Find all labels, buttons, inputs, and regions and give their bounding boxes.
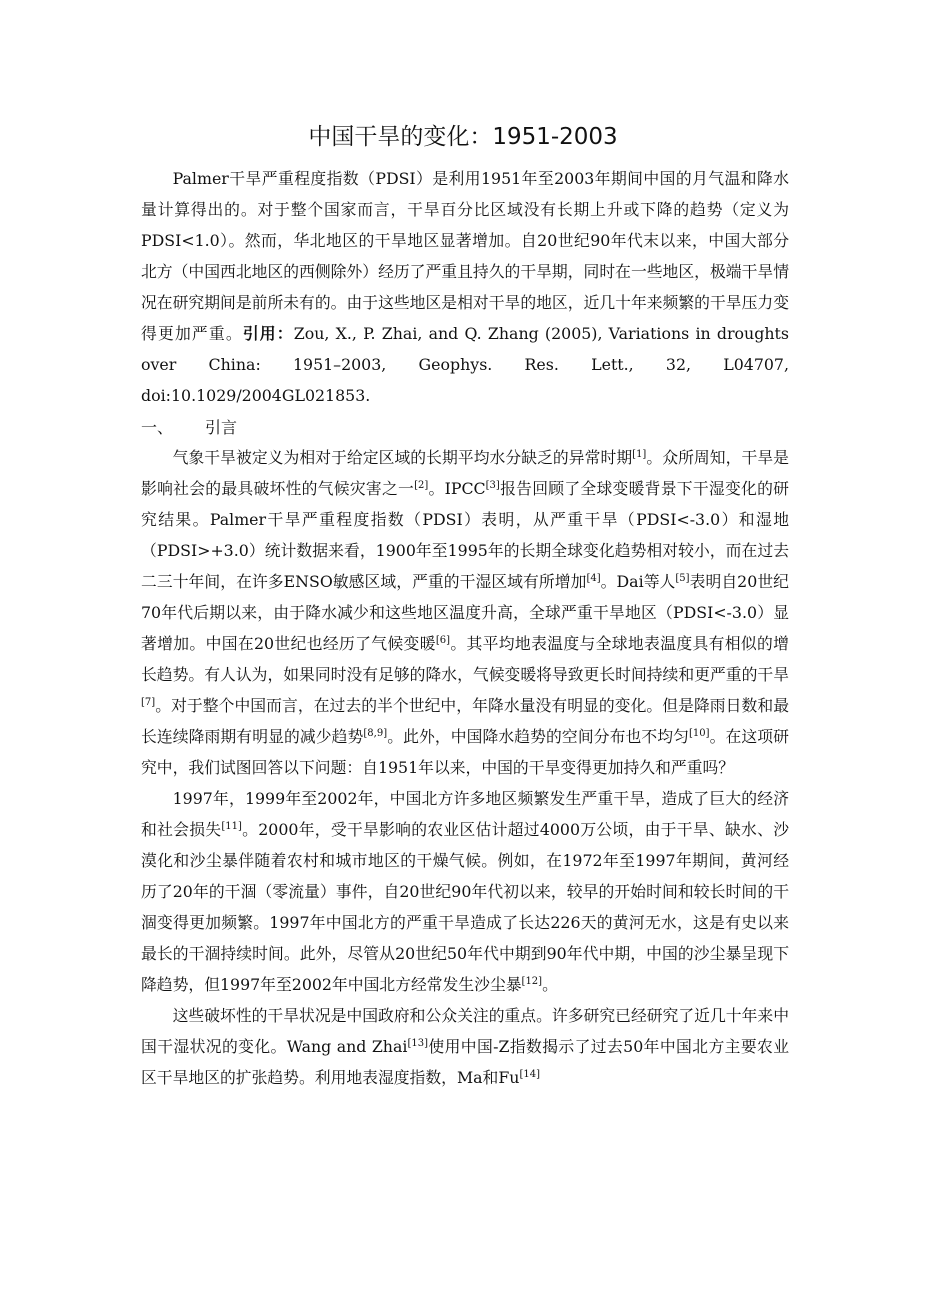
text-run: 。对于整个中国而言，在过去的半个世纪中，年降水量没有明显的变化。但是降雨日数和最长连续降雨期有明显的减少趋势: [141, 696, 789, 746]
section-number: 一、: [141, 418, 174, 437]
intro-paragraph-3: [141, 1000, 789, 1093]
text-run: 使用中国-Z指数揭示了过去50年中国北方主要农业区干旱地区的扩张趋势。利用地表湿度指数，Ma和Fu: [141, 1037, 790, 1087]
citation-label: 引用：: [242, 324, 294, 343]
intro-paragraph-2: [141, 783, 789, 1000]
text-run: 。众所周知，干旱是影响社会的最具破坏性的气候灾害之一: [141, 448, 789, 498]
text-run: 。: [542, 975, 558, 994]
reference-superscript: [8,9]: [363, 728, 388, 739]
reference-superscript: [6]: [435, 635, 451, 646]
text-run: 表明自20世纪70年代后期以来，由于降水减少和这些地区温度升高，全球严重干旱地区（PDSI<-3.0）显著增加。中国在20世纪也经历了气候变暖: [141, 572, 789, 653]
section-heading: [141, 412, 237, 443]
text-run: 。2000年，受干旱影响的农业区估计超过4000万公顷，由于干旱、缺水、沙漠化和沙尘暴伴随着农村和城市地区的干燥气候。例如，在1972年至1997年期间，黄河经历了20年的干涸（零流量）事件，自20世纪90年代初以来，较早的开始时间和较长时间的干涸变得更加频繁。1997年中国北方的严重干旱造成了长达226天的黄河无水，这是有史以来最长的干涸持续时间。此外，尽管从20世纪50年代中期到90年代中期，中国的沙尘暴呈现下降趋势，但1997年至2002年中国北方经常发生沙尘暴: [141, 820, 789, 994]
reference-superscript: [14]: [519, 1069, 540, 1080]
page-title: 中国干旱的变化：1951-2003: [308, 124, 618, 150]
text-run: 。IPCC: [428, 479, 486, 498]
text-run: 这些破坏性的干旱状况是中国政府和公众关注的重点。许多研究已经研究了近几十年来中国干湿状况的变化。Wang and Zhai: [141, 1006, 789, 1056]
reference-superscript: [2]: [414, 480, 429, 491]
citation-text: Zou, X., P. Zhai, and Q. Zhang (2005), Variations in droughts over China: 1951–2003, Geophys. Res. Lett., 32, L04707, doi:10.1029/2004GL021853.: [141, 324, 789, 405]
reference-superscript: [4]: [586, 573, 601, 584]
text-run: 。在这项研究中，我们试图回答以下问题：自1951年以来，中国的干旱变得更加持久和严重吗？: [141, 727, 789, 777]
text-run: 气象干旱被定义为相对于给定区域的长期平均水分缺乏的异常时期: [172, 448, 633, 467]
reference-superscript: [10]: [689, 728, 710, 739]
abstract-paragraph: [141, 163, 789, 411]
reference-superscript: [3]: [485, 480, 500, 491]
reference-superscript: [1]: [632, 449, 647, 460]
reference-superscript: [13]: [407, 1038, 428, 1049]
reference-superscript: [5]: [675, 573, 690, 584]
reference-superscript: [7]: [141, 697, 156, 708]
reference-superscript: [11]: [221, 821, 242, 832]
text-run: 。其平均地表温度与全球地表温度具有相似的增长趋势。有人认为，如果同时没有足够的降水，气候变暖将导致更长时间持续和更严重的干旱: [141, 634, 789, 684]
section-title: 引言: [205, 418, 238, 437]
introduction-body: [141, 442, 789, 1093]
text-run: 报告回顾了全球变暖背景下干湿变化的研究结果。Palmer干旱严重程度指数（PDSI）表明，从严重干旱（PDSI<-3.0）和湿地（PDSI>+3.0）统计数据来看，1900年至1995年的长期全球变化趋势相对较小，而在过去二三十年间，在许多ENSO敏感区域，严重的干湿区域有所增加: [141, 479, 789, 591]
text-run: 。Dai等人: [600, 572, 676, 591]
reference-superscript: [12]: [521, 976, 543, 987]
abstract: [141, 163, 789, 411]
text-run: 1997年，1999年至2002年，中国北方许多地区频繁发生严重干旱，造成了巨大的经济和社会损失: [141, 789, 789, 839]
text-run: 。此外，中国降水趋势的空间分布也不均匀: [387, 727, 690, 746]
intro-paragraph-1: [141, 442, 789, 783]
abstract-text: Palmer干旱严重程度指数（PDSI）是利用1951年至2003年期间中国的月气温和降水量计算得出的。对于整个国家而言，干旱百分比区域没有长期上升或下降的趋势（定义为PDSI<1.0）。然而，华北地区的干旱地区显著增加。自20世纪90年代末以来，中国大部分北方（中国西北地区的西侧除外）经历了严重且持久的干旱期，同时在一些地区，极端干旱情况在研究期间是前所未有的。由于这些地区是相对干旱的地区，近几十年来频繁的干旱压力变得更加严重。: [141, 169, 789, 343]
